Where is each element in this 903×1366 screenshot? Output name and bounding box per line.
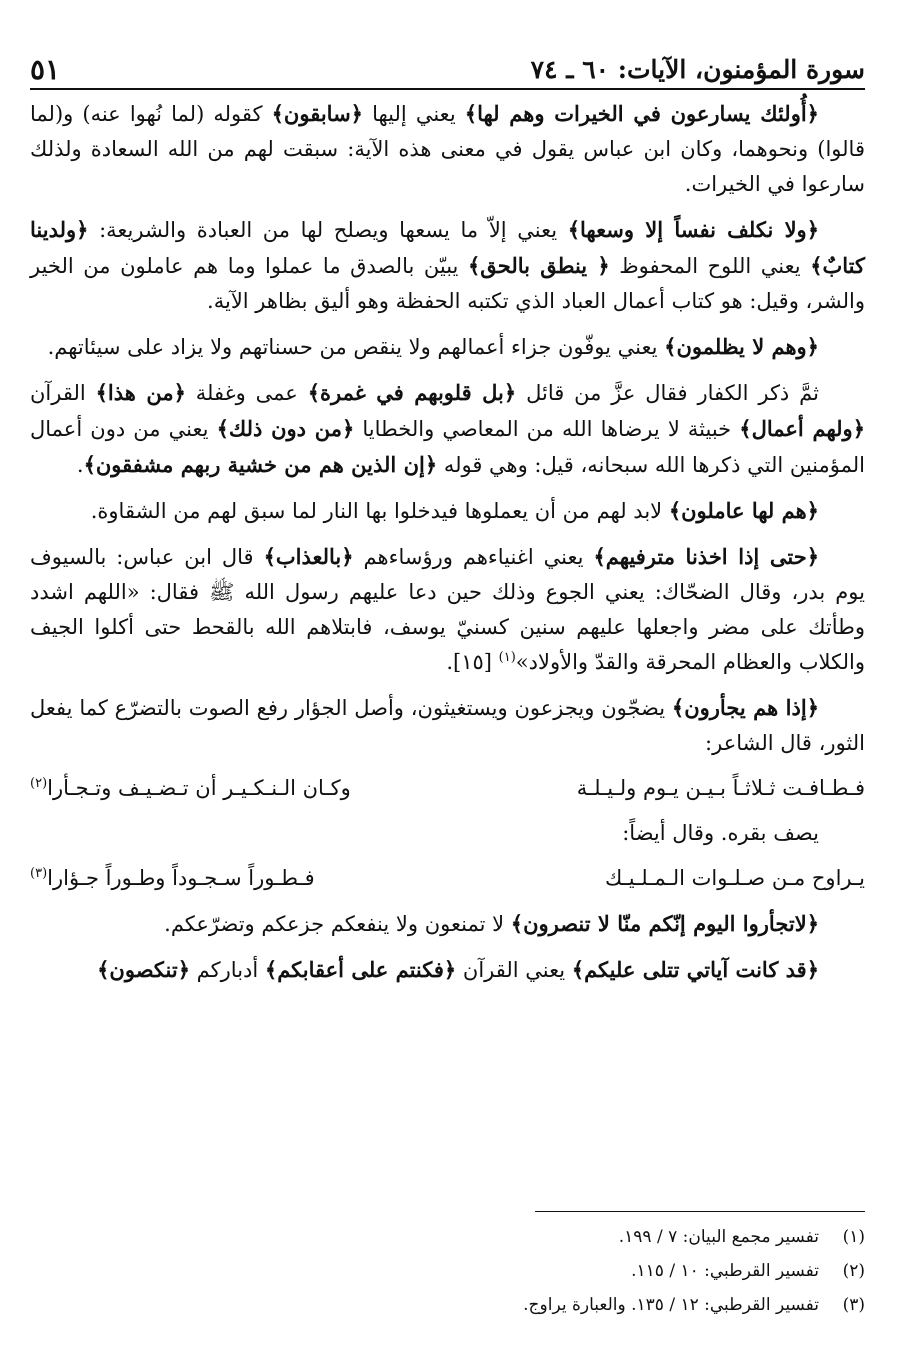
commentary-paragraph: [30, 96, 865, 202]
poetry-verse-1: [30, 771, 865, 806]
footnote-text: تفسير مجمع البيان: ٧ / ١٩٩.: [618, 1227, 819, 1247]
header-title: سورة المؤمنون، الآيات: ٦٠ ـ ٧٤: [530, 55, 865, 84]
commentary-paragraph: [30, 375, 865, 483]
poetry-verse-2: [30, 861, 865, 896]
quran-verse: ﴿بل قلوبهم في غمرة﴾: [307, 380, 517, 405]
commentary-section-2: [30, 906, 865, 988]
quran-verse: ﴿قد كانت آياتي تتلى عليكم﴾: [571, 957, 819, 982]
quran-verse: ﴿ ينطق بالحق﴾: [467, 253, 610, 278]
commentary-text: القرآن: [30, 381, 96, 405]
quran-verse: ﴿من هذا﴾: [95, 380, 186, 405]
commentary-text: يعني من دون أعمال المؤمنين التي ذكرها الله سبحانه، قيل: وهي قوله: [30, 417, 865, 477]
quran-verse: ﴿ولهم أعمال﴾: [739, 416, 865, 441]
commentary-text: ثمَّ ذكر الكفار فقال عزَّ من قائل: [516, 381, 819, 405]
quran-verse: ﴿من دون ذلك﴾: [216, 416, 355, 441]
verse-1-second-hemistich-text: وكـان الـنـكـيـر أن تـضـيـف وتـجـأرا: [47, 776, 351, 800]
commentary-paragraph: [30, 493, 865, 529]
commentary-text: يبيّن بالصدق ما عملوا وما هم عاملون من الخير والشر، وقيل: هو كتاب أعمال العباد الذي تكتبه الحفظة وهو أليق بظاهر الآية.: [30, 254, 865, 313]
footnote-number: (١): [842, 1227, 865, 1247]
quran-verse: ﴿لاتجأروا اليوم إنّكم منّا لا تنصرون﴾: [510, 911, 819, 936]
commentary-section-1: [30, 96, 865, 761]
quran-verse: ﴿أُولئك يسارعون في الخيرات وهم لها﴾: [464, 101, 819, 126]
footnote-text: تفسير القرطبي: ١٠ / ١١٥.: [631, 1261, 819, 1281]
quran-verse: ﴿ولا نكلف نفساً إلا وسعها﴾: [567, 217, 820, 242]
quran-verse: ﴿سابقون﴾: [271, 101, 363, 126]
commentary-paragraph: [30, 690, 865, 761]
quran-verse: ﴿إذا هم يجأرون﴾: [671, 695, 819, 720]
footnote-number: (٣): [842, 1295, 865, 1315]
page-body: [30, 96, 865, 998]
commentary-text: لا تمنعون ولا ينفعكم جزعكم وتضرّعكم.: [164, 912, 511, 936]
commentary-paragraph: [30, 952, 865, 988]
footnote-item: [30, 1220, 865, 1254]
footnotes: [30, 1220, 865, 1322]
commentary-text: كقوله (لما نُهوا عنه) و(لما قالوا) ونحوهما، وكان ابن عباس يقول في معنى هذه الآية: سبقت لهم من الله السعادة ولذلك سارعوا في الخيرات.: [30, 102, 865, 196]
verse-note: يصف بقره. وقال أيضاً:: [622, 821, 819, 845]
commentary-paragraph: [30, 539, 865, 680]
quran-verse: ﴿فكنتم على أعقابكم﴾: [264, 957, 457, 982]
commentary-paragraph: [30, 212, 865, 319]
footnote-ref-3: (٣): [30, 866, 48, 881]
quran-verse: ﴿إن الذين هم من خشية ربهم مشفقون﴾: [83, 452, 438, 477]
commentary-text: يضجّون ويجزعون ويستغيثون، وأصل الجؤار رفع الصوت بالتضرّع كما يفعل الثور، قال الشاعر:: [30, 696, 865, 755]
footnote-ref: (١): [498, 650, 516, 665]
footnote-item: [30, 1288, 865, 1322]
footnote-ref-2: (٢): [30, 776, 48, 791]
commentary-paragraph: [30, 329, 865, 365]
commentary-text: يعني إلاّ ما يسعها ويصلح لها من العبادة والشريعة:: [88, 218, 568, 242]
commentary-text: لابد لهم من أن يعملوها فيدخلوا بها النار لما سبق لهم من الشقاوة.: [90, 499, 669, 523]
commentary-text: يعني القرآن: [456, 958, 572, 982]
commentary-text: يعني إليها: [362, 102, 465, 126]
commentary-text: أدباركم: [190, 958, 265, 982]
quran-verse: ﴿تنكصون﴾: [97, 957, 190, 982]
quran-verse: ﴿وهم لا يظلمون﴾: [664, 334, 819, 359]
quran-verse: ﴿حتى إذا اخذنا مترفيهم﴾: [593, 544, 819, 569]
verse-2-second-hemistich: [30, 861, 315, 896]
verse-2-first-hemistich: يـراوح مـن صـلـوات الـمـلـيـك: [604, 866, 865, 890]
commentary-text: عمى وغفلة: [185, 381, 308, 405]
commentary-text: يعني اللوح المحفوظ: [609, 254, 811, 278]
commentary-text: خبيثة لا يرضاها الله من المعاصي والخطايا: [354, 417, 740, 441]
page-number: ٥١: [30, 53, 61, 86]
verse-1-first-hemistich: فـطـافـت ثـلاثـاً بـيـن يـوم ولـيـلـة: [576, 776, 865, 800]
page-header: [30, 38, 865, 90]
commentary-text: يعني يوفّون جزاء أعمالهم ولا ينقص من حسناتهم ولا يزاد على سيئاتهم.: [47, 335, 665, 359]
footnote-text: تفسير القرطبي: ١٢ / ١٣٥. والعبارة يراوج.: [523, 1295, 819, 1315]
footnote-item: [30, 1254, 865, 1288]
quran-verse: ﴿هم لها عاملون﴾: [668, 498, 819, 523]
verse-2-second-hemistich-text: فـطـوراً سـجـوداً وطـوراً جـؤارا: [47, 866, 315, 890]
quran-verse: ﴿بالعذاب﴾: [263, 544, 354, 569]
quran-verse: ﴿ولدينا كتابٌ﴾: [30, 217, 865, 278]
commentary-text: [١٥].: [446, 650, 499, 674]
footnote-number: (٢): [842, 1261, 865, 1281]
commentary-text: .: [76, 453, 84, 477]
commentary-text: يعني اغنياءهم ورؤساءهم: [353, 545, 594, 569]
commentary-paragraph: [30, 906, 865, 942]
verse-1-second-hemistich: [30, 771, 351, 806]
commentary-text: قال ابن عباس: بالسيوف يوم بدر، وقال الضحّاك: يعني الجوع وذلك حين دعا عليهم رسول الله ﷺ فقال: «اللهم اشدد وطأتك على مضر واجعلها عليهم سنين كسنيّ يوسف، فابتلاهم الله بالقحط حتى أكلوا الجيف والكلاب والعظام المحرقة والقدّ والأولاد»: [30, 545, 865, 674]
footnote-divider: [535, 1211, 865, 1212]
